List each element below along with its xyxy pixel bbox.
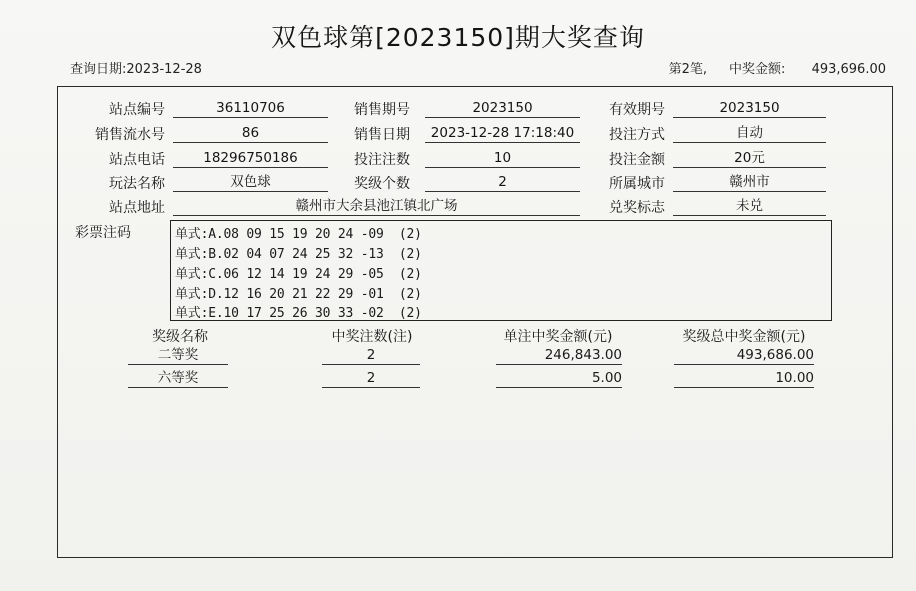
sale-period-label: 销售期号: [354, 102, 410, 118]
query-date: [70, 58, 202, 77]
bet-count-label: 投注注数: [354, 152, 410, 168]
sale-period-value: 2023150: [425, 99, 580, 118]
bet-method-label: 投注方式: [609, 127, 665, 143]
prize-summary: [669, 58, 886, 77]
sale-date-value: 2023-12-28 17:18:40: [425, 124, 580, 143]
city-label: 所属城市: [609, 176, 665, 192]
serial-no-value: 86: [173, 124, 328, 143]
prize-row-total: 493,686.00: [674, 346, 814, 365]
prize-levels-value: 2: [425, 173, 580, 192]
game-name-value: 双色球: [173, 173, 328, 192]
address-value: 赣州市大余县池江镇北广场: [173, 197, 580, 216]
record-count: 第2笔,: [668, 62, 708, 77]
prize-row-name: 二等奖: [128, 346, 228, 365]
query-date-label: 查询日期:: [70, 62, 127, 77]
game-name-label: 玩法名称: [109, 176, 165, 192]
page-title: 双色球第[2023150]期大奖查询: [271, 23, 645, 52]
prize-levels-label: 奖级个数: [354, 176, 410, 192]
station-id-value: 36110706: [173, 99, 328, 118]
redeem-flag-label: 兑奖标志: [609, 200, 665, 216]
total-prize-label: 中奖金额:: [729, 62, 786, 77]
bet-line: 单式:D.12 16 20 21 22 29 -01 (2): [175, 287, 422, 302]
bet-line: 单式:C.06 12 14 19 24 29 -05 (2): [175, 267, 422, 282]
query-date-value: 2023-12-28: [126, 62, 202, 77]
bets-label: 彩票注码: [75, 225, 131, 241]
valid-period-value: 2023150: [673, 99, 826, 118]
prize-header-unit: 单注中奖金额(元): [503, 329, 613, 345]
prize-row-name: 六等奖: [128, 369, 228, 388]
bet-amount-value: 20元: [673, 149, 826, 168]
bet-amount-label: 投注金额: [609, 152, 665, 168]
total-prize: [729, 62, 886, 77]
prize-row-unit: 5.00: [496, 369, 622, 388]
station-phone-value: 18296750186: [173, 149, 328, 168]
bet-count-value: 10: [425, 149, 580, 168]
prize-header-total: 奖级总中奖金额(元): [682, 329, 806, 345]
bets-box: [170, 220, 832, 321]
valid-period-label: 有效期号: [609, 102, 665, 118]
prize-row-total: 10.00: [674, 369, 814, 388]
prize-row-unit: 246,843.00: [496, 346, 622, 365]
sale-date-label: 销售日期: [354, 127, 410, 143]
total-prize-value: 493,696.00: [811, 62, 886, 77]
city-value: 赣州市: [673, 173, 826, 192]
prize-header-name: 奖级名称: [152, 329, 208, 345]
redeem-flag-value: 未兑: [673, 197, 826, 216]
bet-line: 单式:B.02 04 07 24 25 32 -13 (2): [175, 247, 422, 262]
address-label: 站点地址: [109, 200, 165, 216]
station-id-label: 站点编号: [109, 102, 165, 118]
prize-row-count: 2: [322, 346, 420, 365]
serial-no-label: 销售流水号: [95, 127, 165, 143]
prize-header-count: 中奖注数(注): [331, 329, 413, 345]
bet-line: 单式:A.08 09 15 19 20 24 -09 (2): [175, 227, 422, 242]
station-phone-label: 站点电话: [109, 152, 165, 168]
prize-row-count: 2: [322, 369, 420, 388]
bet-method-value: 自动: [673, 124, 826, 143]
bet-line: 单式:E.10 17 25 26 30 33 -02 (2): [175, 306, 422, 321]
